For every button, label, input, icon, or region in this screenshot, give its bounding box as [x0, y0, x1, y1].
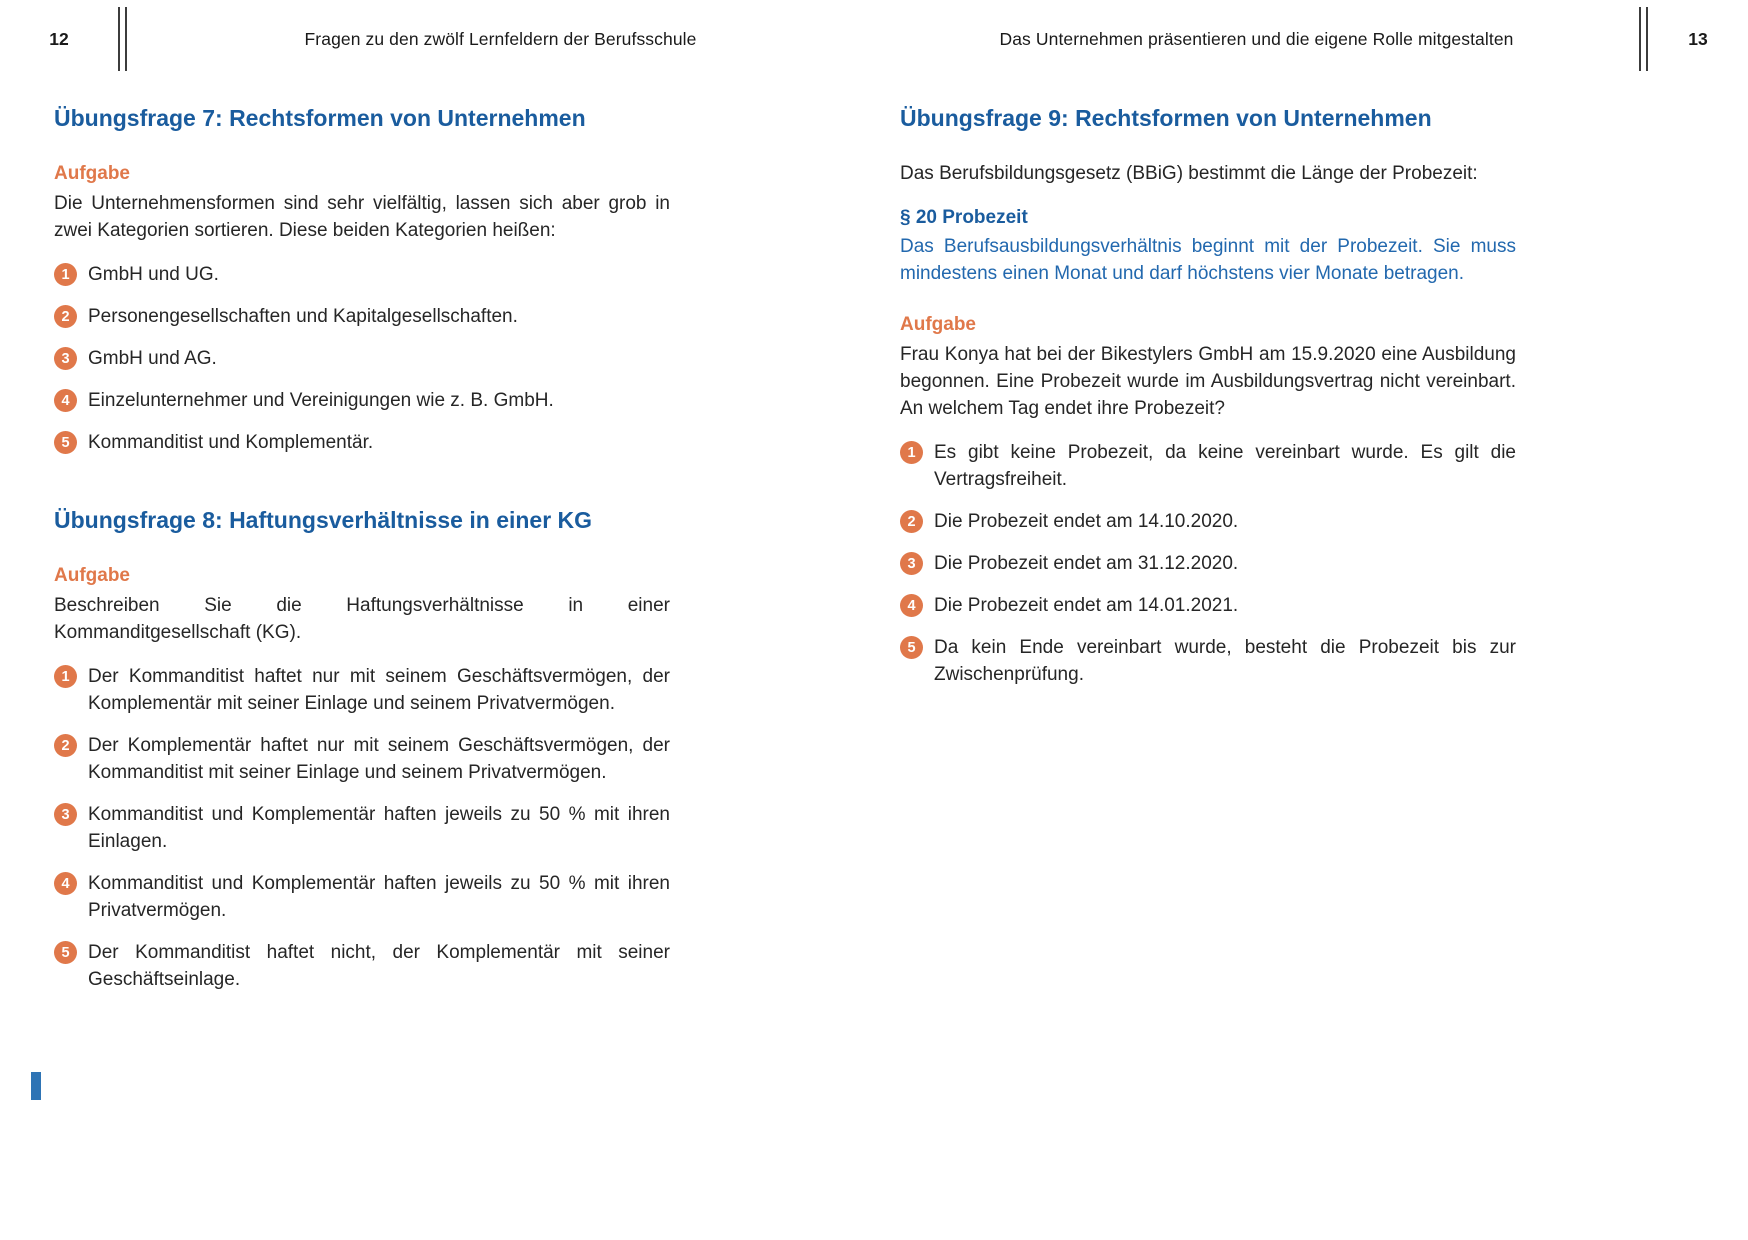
page-number: 13: [1688, 28, 1708, 49]
list-item: [900, 550, 1516, 577]
options-list: [54, 663, 670, 993]
list-item: [900, 592, 1516, 619]
list-item: [54, 387, 670, 414]
options-list: [900, 439, 1516, 688]
question-title: Übungsfrage 7: Rechtsformen von Unternehmen: [54, 105, 586, 131]
options-list: [54, 261, 670, 456]
option-number-badge: 1: [900, 441, 923, 464]
option-number-badge: 2: [54, 305, 77, 328]
running-head: Fragen zu den zwölf Lernfeldern der Berufsschule: [304, 28, 697, 49]
law-excerpt: Das Berufsausbildungsverhältnis beginnt mit der Probezeit. Sie muss mindestens einen Monat und darf höchstens vier Monate betragen.: [900, 236, 1516, 284]
option-number-badge: 3: [54, 803, 77, 826]
page-main-right: [874, 78, 1748, 688]
list-item: [54, 261, 670, 288]
option-number-badge: 3: [54, 347, 77, 370]
list-item: [900, 634, 1516, 688]
page-main-left: [0, 78, 874, 993]
option-text: Da kein Ende vereinbart wurde, besteht die Probezeit bis zur Zwischenprüfung.: [934, 637, 1516, 685]
option-number-badge: 4: [900, 594, 923, 617]
option-number-badge: 4: [54, 389, 77, 412]
option-text: GmbH und AG.: [88, 348, 217, 369]
option-text: Kommanditist und Komplementär haften jeweils zu 50 % mit ihren Einlagen.: [88, 804, 670, 852]
running-head: Das Unternehmen präsentieren und die eigene Rolle mitgestalten: [999, 28, 1514, 49]
list-item: [900, 508, 1516, 535]
page-number: 12: [49, 28, 69, 49]
list-item: [54, 801, 670, 855]
double-rule-divider: [118, 7, 127, 71]
option-text: Der Komplementär haftet nur mit seinem Geschäftsvermögen, der Kommanditist mit seiner Einlage und seinem Privatvermögen.: [88, 735, 670, 783]
page-edge-tab: [31, 1072, 41, 1100]
task-text: Die Unternehmensformen sind sehr vielfältig, lassen sich aber grob in zwei Kategorien sortieren. Diese beiden Kategorien heißen:: [54, 193, 670, 241]
task-text: Beschreiben Sie die Haftungsverhältnisse in einer Kommanditgesellschaft (KG).: [54, 595, 670, 643]
law-heading: § 20 Probezeit: [900, 207, 1028, 228]
option-text: Die Probezeit endet am 31.12.2020.: [934, 553, 1239, 574]
list-item: [54, 429, 670, 456]
list-item: [54, 303, 670, 330]
question-title: Übungsfrage 8: Haftungsverhältnisse in einer KG: [54, 507, 593, 533]
list-item: [54, 345, 670, 372]
option-text: GmbH und UG.: [88, 264, 219, 285]
option-number-badge: 5: [54, 431, 77, 454]
option-number-badge: 5: [900, 636, 923, 659]
double-rule-divider: [1639, 7, 1648, 71]
option-text: Der Kommanditist haftet nur mit seinem Geschäftsvermögen, der Komplementär mit seiner Einlage und seinem Privatvermögen.: [88, 666, 670, 714]
intro-text: Das Berufsbildungsgesetz (BBiG) bestimmt die Länge der Probezeit:: [900, 163, 1478, 184]
option-text: Kommanditist und Komplementär haften jeweils zu 50 % mit ihren Privatvermögen.: [88, 873, 670, 921]
option-text: Einzelunternehmer und Vereinigungen wie z. B. GmbH.: [88, 390, 554, 411]
list-item: [900, 439, 1516, 493]
option-number-badge: 1: [54, 665, 77, 688]
option-number-badge: 3: [900, 552, 923, 575]
option-text: Die Probezeit endet am 14.01.2021.: [934, 595, 1239, 616]
task-label: Aufgabe: [54, 163, 130, 184]
option-text: Es gibt keine Probezeit, da keine vereinbart wurde. Es gilt die Vertragsfreiheit.: [934, 442, 1516, 490]
option-text: Personengesellschaften und Kapitalgesellschaften.: [88, 306, 518, 327]
page-right: [874, 0, 1748, 1240]
option-text: Kommanditist und Komplementär.: [88, 432, 374, 453]
list-item: [54, 732, 670, 786]
option-number-badge: 2: [900, 510, 923, 533]
list-item: [54, 663, 670, 717]
list-item: [54, 939, 670, 993]
option-number-badge: 1: [54, 263, 77, 286]
section-uebungsfrage-9: [900, 104, 1516, 688]
page-header-left: [0, 0, 874, 78]
option-number-badge: 4: [54, 872, 77, 895]
section-uebungsfrage-8: [54, 506, 670, 993]
task-label: Aufgabe: [54, 565, 130, 586]
page-header-right: [874, 0, 1748, 78]
task-text: Frau Konya hat bei der Bikestylers GmbH am 15.9.2020 eine Ausbildung begonnen. Eine Probezeit wurde im Ausbildungsvertrag nicht vereinbart. An welchem Tag endet ihre Probezeit?: [900, 344, 1516, 419]
option-number-badge: 5: [54, 941, 77, 964]
option-text: Die Probezeit endet am 14.10.2020.: [934, 511, 1239, 532]
list-item: [54, 870, 670, 924]
section-uebungsfrage-7: [54, 104, 670, 456]
question-title: Übungsfrage 9: Rechtsformen von Unternehmen: [900, 105, 1432, 131]
option-text: Der Kommanditist haftet nicht, der Komplementär mit seiner Geschäftseinlage.: [88, 942, 670, 990]
task-label: Aufgabe: [900, 314, 976, 335]
option-number-badge: 2: [54, 734, 77, 757]
